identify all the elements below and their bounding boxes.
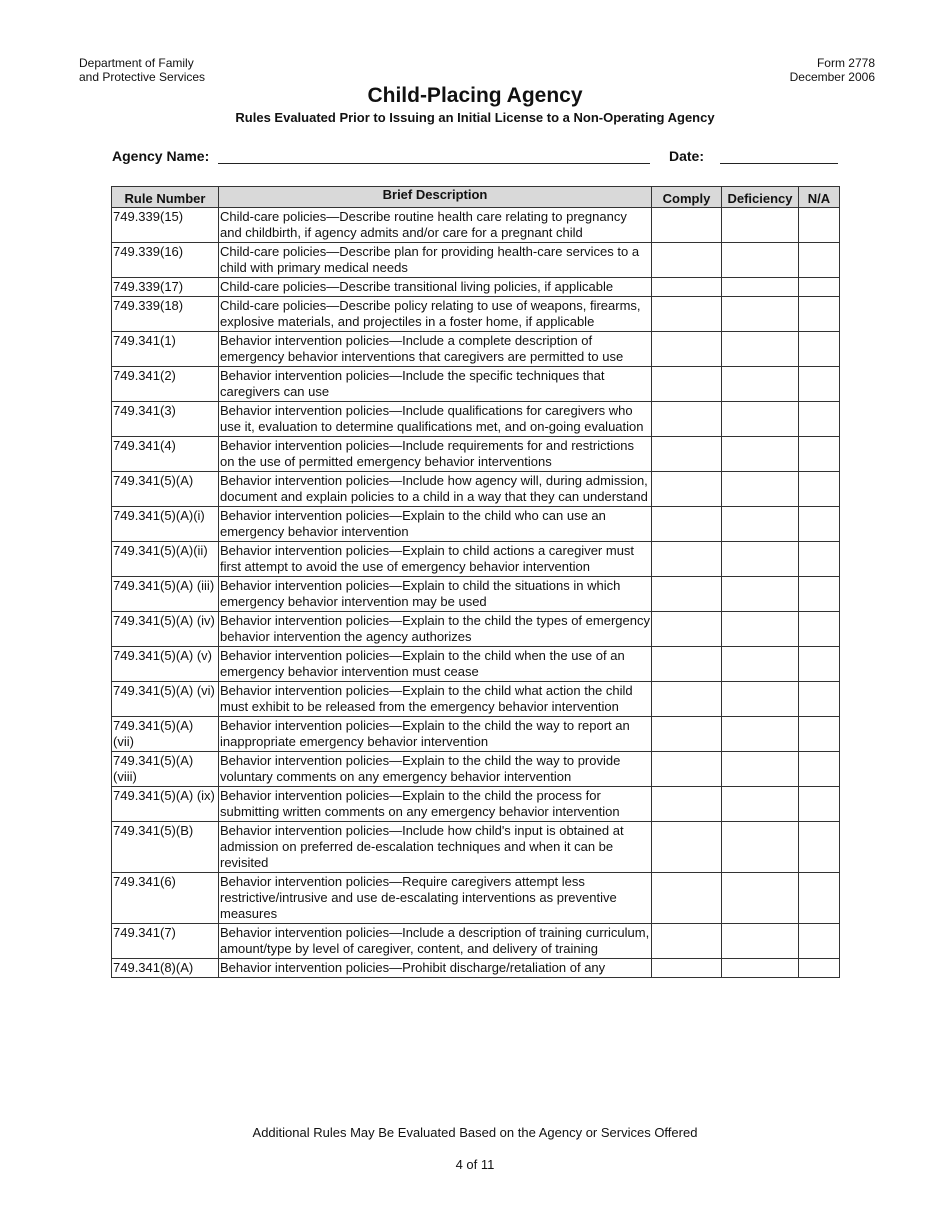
rule-number-cell: 749.341(7) — [112, 924, 219, 959]
brief-description-cell: Behavior intervention policies—Explain to the child the way to provide voluntary comments on any emergency behavior intervention — [219, 752, 652, 787]
rule-number-cell: 749.341(5)(A) — [112, 472, 219, 507]
deficiency-cell[interactable] — [722, 437, 799, 472]
rule-number-cell: 749.341(5)(A)(ii) — [112, 542, 219, 577]
brief-description-cell: Behavior intervention policies—Require caregivers attempt less restrictive/intrusive and use de-escalating interventions as preventive measures — [219, 873, 652, 924]
comply-cell[interactable] — [652, 787, 722, 822]
comply-cell[interactable] — [652, 577, 722, 612]
department-line-1: Department of Family — [79, 56, 194, 70]
na-cell[interactable] — [799, 437, 840, 472]
table-row — [112, 472, 840, 507]
table-row — [112, 822, 840, 873]
na-cell[interactable] — [799, 682, 840, 717]
na-cell[interactable] — [799, 332, 840, 367]
deficiency-cell[interactable] — [722, 402, 799, 437]
agency-name-field[interactable] — [218, 145, 650, 164]
form-info — [790, 56, 875, 84]
rule-number-cell: 749.341(5)(A) (ix) — [112, 787, 219, 822]
deficiency-cell[interactable] — [722, 542, 799, 577]
deficiency-cell[interactable] — [722, 787, 799, 822]
deficiency-cell[interactable] — [722, 682, 799, 717]
comply-cell[interactable] — [652, 437, 722, 472]
deficiency-cell[interactable] — [722, 924, 799, 959]
column-header-rule-number: Rule Number — [112, 187, 219, 208]
na-cell[interactable] — [799, 873, 840, 924]
comply-cell[interactable] — [652, 278, 722, 297]
rule-number-cell: 749.341(3) — [112, 402, 219, 437]
deficiency-cell[interactable] — [722, 959, 799, 978]
table-row — [112, 787, 840, 822]
brief-description-cell: Behavior intervention policies—Explain to the child when the use of an emergency behavior intervention must cease — [219, 647, 652, 682]
na-cell[interactable] — [799, 542, 840, 577]
comply-cell[interactable] — [652, 682, 722, 717]
table-header-row — [112, 187, 840, 208]
na-cell[interactable] — [799, 243, 840, 278]
rules-table — [111, 186, 840, 978]
table-row — [112, 402, 840, 437]
na-cell[interactable] — [799, 612, 840, 647]
na-cell[interactable] — [799, 577, 840, 612]
brief-description-cell: Behavior intervention policies—Explain to the child the process for submitting written comments on any emergency behavior intervention — [219, 787, 652, 822]
comply-cell[interactable] — [652, 822, 722, 873]
footer-note: Additional Rules May Be Evaluated Based on the Agency or Services Offered — [252, 1125, 698, 1140]
comply-cell[interactable] — [652, 873, 722, 924]
rule-number-cell: 749.341(8)(A) — [112, 959, 219, 978]
deficiency-cell[interactable] — [722, 332, 799, 367]
comply-cell[interactable] — [652, 612, 722, 647]
brief-description-cell: Child-care policies—Describe transitional living policies, if applicable — [219, 278, 652, 297]
rule-number-cell: 749.339(18) — [112, 297, 219, 332]
deficiency-cell[interactable] — [722, 367, 799, 402]
rule-number-cell: 749.339(15) — [112, 208, 219, 243]
rule-number-cell: 749.341(4) — [112, 437, 219, 472]
deficiency-cell[interactable] — [722, 612, 799, 647]
brief-description-cell: Behavior intervention policies—Include how child's input is obtained at admission on preferred de-escalation techniques and when it can be revisited — [219, 822, 652, 873]
na-cell[interactable] — [799, 507, 840, 542]
brief-description-cell: Behavior intervention policies—Explain to child actions a caregiver must first attempt to avoid the use of emergency behavior intervention — [219, 542, 652, 577]
comply-cell[interactable] — [652, 243, 722, 278]
table-row — [112, 542, 840, 577]
rule-number-cell: 749.341(1) — [112, 332, 219, 367]
brief-description-cell: Behavior intervention policies—Include requirements for and restrictions on the use of permitted emergency behavior interventions — [219, 437, 652, 472]
form-number: Form 2778 — [816, 56, 875, 70]
comply-cell[interactable] — [652, 924, 722, 959]
department-line-2: and Protective Services — [79, 70, 206, 84]
table-row — [112, 612, 840, 647]
brief-description-cell: Behavior intervention policies—Include the specific techniques that caregivers can use — [219, 367, 652, 402]
column-header-comply: Comply — [652, 187, 722, 208]
rule-number-cell: 749.341(6) — [112, 873, 219, 924]
page-number: 4 of 11 — [455, 1157, 495, 1172]
brief-description-cell: Behavior intervention policies—Explain to the child the types of emergency behavior intervention the agency authorizes — [219, 612, 652, 647]
table-row — [112, 297, 840, 332]
document-title: Child-Placing Agency — [367, 84, 583, 107]
brief-description-cell: Behavior intervention policies—Explain to child the situations in which emergency behavior intervention may be used — [219, 577, 652, 612]
deficiency-cell[interactable] — [722, 577, 799, 612]
deficiency-cell[interactable] — [722, 873, 799, 924]
table-row — [112, 873, 840, 924]
brief-description-cell: Behavior intervention policies—Include qualifications for caregivers who use it, evaluation to determine qualifications met, and on-going evaluation — [219, 402, 652, 437]
table-row — [112, 647, 840, 682]
brief-description-cell: Behavior intervention policies—Prohibit discharge/retaliation of any — [219, 959, 652, 978]
rule-number-cell: 749.341(5)(A) (vi) — [112, 682, 219, 717]
rule-number-cell: 749.341(5)(A) (v) — [112, 647, 219, 682]
table-row — [112, 682, 840, 717]
column-header-deficiency: Deficiency — [722, 187, 799, 208]
agency-name-label: Agency Name: — [112, 148, 210, 164]
deficiency-cell[interactable] — [722, 822, 799, 873]
table-row — [112, 437, 840, 472]
brief-description-cell: Behavior intervention policies—Include how agency will, during admission, document and explain policies to a child in a way that they can understand — [219, 472, 652, 507]
brief-description-cell: Child-care policies—Describe policy relating to use of weapons, firearms, explosive materials, and projectiles in a foster home, if applicable — [219, 297, 652, 332]
na-cell[interactable] — [799, 278, 840, 297]
rule-number-cell: 749.341(5)(A) (iv) — [112, 612, 219, 647]
table-row — [112, 332, 840, 367]
form-date: December 2006 — [789, 70, 875, 84]
brief-description-cell: Behavior intervention policies—Include a complete description of emergency behavior interventions that caregivers are permitted to use — [219, 332, 652, 367]
na-cell[interactable] — [799, 787, 840, 822]
comply-cell[interactable] — [652, 402, 722, 437]
na-cell[interactable] — [799, 717, 840, 752]
comply-cell[interactable] — [652, 542, 722, 577]
comply-cell[interactable] — [652, 208, 722, 243]
comply-cell[interactable] — [652, 647, 722, 682]
brief-description-cell: Child-care policies—Describe plan for providing health-care services to a child with primary medical needs — [219, 243, 652, 278]
rule-number-cell: 749.339(17) — [112, 278, 219, 297]
column-header-brief-description: Brief Description — [219, 187, 652, 208]
comply-cell[interactable] — [652, 752, 722, 787]
comply-cell[interactable] — [652, 507, 722, 542]
department-name — [79, 56, 205, 84]
date-field[interactable] — [720, 145, 838, 164]
rule-number-cell: 749.339(16) — [112, 243, 219, 278]
deficiency-cell[interactable] — [722, 717, 799, 752]
na-cell[interactable] — [799, 647, 840, 682]
deficiency-cell[interactable] — [722, 208, 799, 243]
rule-number-cell: 749.341(5)(A) (iii) — [112, 577, 219, 612]
comply-cell[interactable] — [652, 332, 722, 367]
deficiency-cell[interactable] — [722, 243, 799, 278]
na-cell[interactable] — [799, 472, 840, 507]
column-header-na: N/A — [799, 187, 840, 208]
table-row — [112, 507, 840, 542]
table-row — [112, 243, 840, 278]
brief-description-cell: Child-care policies—Describe routine health care relating to pregnancy and childbirth, if agency admits and/or care for a pregnant child — [219, 208, 652, 243]
deficiency-cell[interactable] — [722, 472, 799, 507]
rules-table-body — [112, 208, 840, 978]
deficiency-cell[interactable] — [722, 297, 799, 332]
brief-description-cell: Behavior intervention policies—Explain to the child the way to report an inappropriate emergency behavior intervention — [219, 717, 652, 752]
table-row — [112, 278, 840, 297]
table-row — [112, 577, 840, 612]
brief-description-cell: Behavior intervention policies—Include a description of training curriculum, amount/type by level of caregiver, content, and delivery of training — [219, 924, 652, 959]
deficiency-cell[interactable] — [722, 752, 799, 787]
na-cell[interactable] — [799, 924, 840, 959]
na-cell[interactable] — [799, 402, 840, 437]
date-label: Date: — [669, 148, 705, 164]
comply-cell[interactable] — [652, 959, 722, 978]
na-cell[interactable] — [799, 959, 840, 978]
na-cell[interactable] — [799, 367, 840, 402]
comply-cell[interactable] — [652, 472, 722, 507]
table-row — [112, 208, 840, 243]
table-row — [112, 752, 840, 787]
rule-number-cell: 749.341(5)(A) (viii) — [112, 752, 219, 787]
deficiency-cell[interactable] — [722, 647, 799, 682]
na-cell[interactable] — [799, 297, 840, 332]
comply-cell[interactable] — [652, 297, 722, 332]
rule-number-cell: 749.341(2) — [112, 367, 219, 402]
brief-description-cell: Behavior intervention policies—Explain to the child what action the child must exhibit to be released from the emergency behavior intervention — [219, 682, 652, 717]
comply-cell[interactable] — [652, 717, 722, 752]
brief-description-cell: Behavior intervention policies—Explain to the child who can use an emergency behavior intervention — [219, 507, 652, 542]
table-row — [112, 959, 840, 978]
deficiency-cell[interactable] — [722, 507, 799, 542]
table-row — [112, 367, 840, 402]
table-row — [112, 924, 840, 959]
na-cell[interactable] — [799, 752, 840, 787]
comply-cell[interactable] — [652, 367, 722, 402]
document-subtitle: Rules Evaluated Prior to Issuing an Initial License to a Non-Operating Agency — [235, 110, 715, 125]
rule-number-cell: 749.341(5)(B) — [112, 822, 219, 873]
rule-number-cell: 749.341(5)(A)(i) — [112, 507, 219, 542]
deficiency-cell[interactable] — [722, 278, 799, 297]
rule-number-cell: 749.341(5)(A) (vii) — [112, 717, 219, 752]
table-row — [112, 717, 840, 752]
na-cell[interactable] — [799, 208, 840, 243]
na-cell[interactable] — [799, 822, 840, 873]
